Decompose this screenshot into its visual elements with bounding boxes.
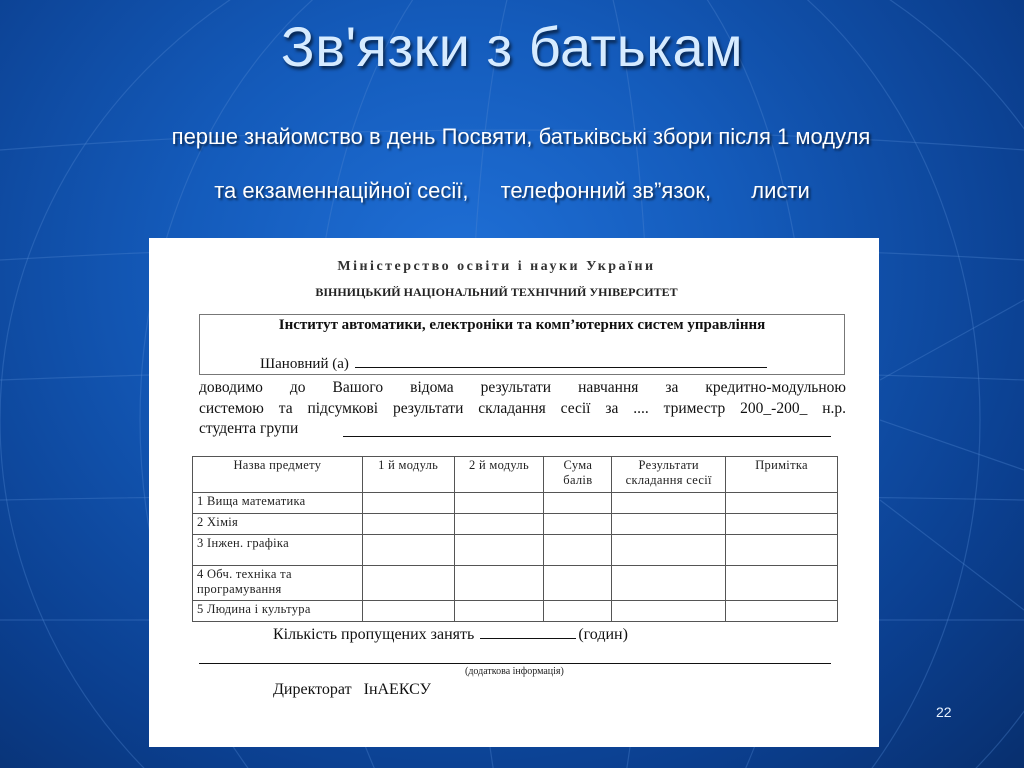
empty-cell [612, 514, 726, 535]
table-row [193, 566, 838, 601]
empty-cell [544, 601, 612, 622]
group-blank-line [343, 436, 831, 437]
empty-cell [454, 566, 544, 601]
empty-cell [454, 493, 544, 514]
header-subject: Назва предмету [193, 457, 363, 493]
info-caption: (додаткова інформація) [465, 666, 564, 677]
group-label: студента групи [199, 420, 299, 437]
subject-cell: 5 Людина і культура [193, 601, 363, 622]
empty-cell [362, 601, 454, 622]
table-row [193, 601, 838, 622]
slide-title: Зв'язки з батькам [280, 15, 744, 78]
empty-cell [544, 535, 612, 566]
subject-cell: 2 Хімія [193, 514, 363, 535]
empty-cell [362, 535, 454, 566]
institute-name: Інститут автоматики, електроніки та комп’ютерних систем управління [278, 317, 766, 333]
grades-table [192, 456, 838, 622]
body-line-1: доводимо до Вашого відома результати навчання за кредитно-модульною [199, 379, 846, 396]
salutation [260, 355, 767, 373]
empty-cell [612, 601, 726, 622]
empty-cell [612, 566, 726, 601]
info-blank-line [199, 663, 831, 664]
subject-cell: 4 Обч. техніка та програмування [193, 566, 363, 601]
directorate-name: ІнАЕКСУ [363, 681, 431, 698]
empty-cell [454, 601, 544, 622]
page-number: 22 [936, 704, 952, 720]
empty-cell [544, 514, 612, 535]
empty-cell [362, 514, 454, 535]
subject-cell: 1 Вища математика [193, 493, 363, 514]
header-module-1: 1 й модуль [362, 457, 454, 493]
institute-box [199, 314, 845, 375]
salutation-label: Шановний (а) [260, 356, 349, 372]
missed-classes [273, 626, 628, 644]
missed-unit: (годин) [578, 626, 628, 643]
body-line-2: системою та підсумкові результати складання сесії за .... триместр 200_-200_ н.р. [199, 400, 846, 417]
table-header-row [193, 457, 838, 493]
missed-blank-line [480, 626, 576, 639]
empty-cell [726, 514, 838, 535]
subtitle-exam-session: та екзаменнаційної сесії, [214, 178, 469, 203]
empty-cell [362, 493, 454, 514]
parent-letter-document [149, 238, 879, 747]
subtitle-line-1: перше знайомство в день Посвяти, батьківські збори після 1 модуля [171, 124, 871, 149]
empty-cell [726, 535, 838, 566]
subtitle-letters: листи [751, 178, 810, 203]
empty-cell [726, 601, 838, 622]
header-results: Результати складання сесії [612, 457, 726, 493]
empty-cell [544, 566, 612, 601]
header-note: Примітка [726, 457, 838, 493]
missed-label: Кількість пропущених занять [273, 626, 475, 643]
empty-cell [454, 514, 544, 535]
directorate-signature [273, 681, 431, 699]
university-heading: ВІННИЦЬКИЙ НАЦІОНАЛЬНИЙ ТЕХНІЧНИЙ УНІВЕРСИТЕТ [315, 285, 678, 299]
table-row [193, 535, 838, 566]
subtitle-line-2 [0, 178, 1024, 204]
directorate-label: Директорат [273, 681, 352, 698]
empty-cell [544, 493, 612, 514]
empty-cell [454, 535, 544, 566]
subject-cell: 3 Інжен. графіка [193, 535, 363, 566]
empty-cell [612, 535, 726, 566]
letter-body [199, 377, 846, 419]
empty-cell [726, 566, 838, 601]
ministry-heading: Міністерство освіти і науки України [337, 259, 656, 274]
empty-cell [612, 493, 726, 514]
header-sum: Сума балів [544, 457, 612, 493]
header-module-2: 2 й модуль [454, 457, 544, 493]
empty-cell [726, 493, 838, 514]
table-row [193, 493, 838, 514]
name-blank-line [355, 355, 767, 368]
empty-cell [362, 566, 454, 601]
table-row [193, 514, 838, 535]
subtitle-phone: телефонний зв”язок, [500, 178, 712, 203]
